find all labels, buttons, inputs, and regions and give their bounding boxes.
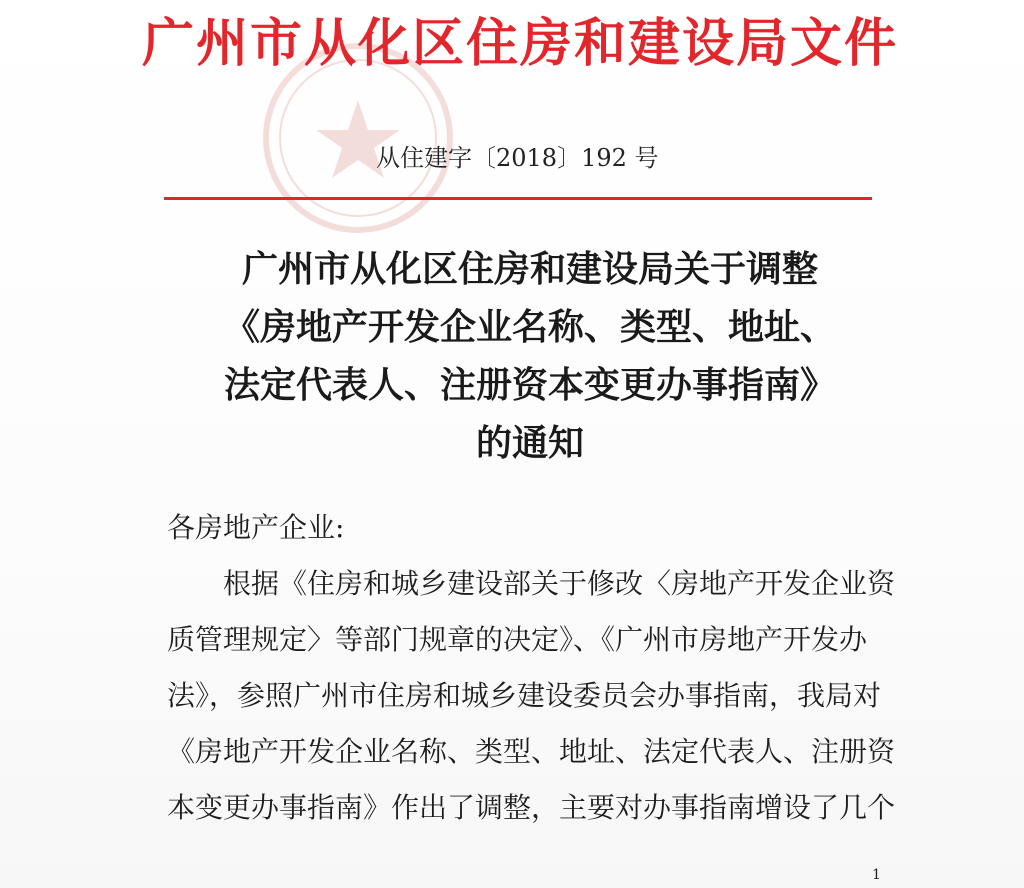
red-divider [164,197,872,200]
notice-title-line: 法定代表人、注册资本变更办事指南》 [223,364,836,406]
document-number: 从住建字〔2018〕192 号 [376,144,659,172]
body-line: 《房地产开发企业名称、类型、地址、法定代表人、注册资 [167,735,896,768]
notice-title-line: 广州市从化区住房和建设局关于调整 [241,248,818,290]
salutation: 各房地产企业: [167,511,345,544]
body-line: 根据《住房和城乡建设部关于修改〈房地产开发企业资 [223,567,896,600]
notice-title-line: 的通知 [475,422,584,464]
page-number: 1 [872,867,881,883]
agency-title: 广州市从化区住房和建设局文件 [141,13,898,74]
notice-title [120,240,940,472]
notice-title-line: 《房地产开发企业名称、类型、地址、 [223,306,836,348]
body-line: 法》，参照广州市住房和城乡建设委员会办事指南，我局对 [167,679,882,712]
body-line: 本变更办事指南》作出了调整，主要对办事指南增设了几个 [167,791,896,824]
body-line: 质管理规定〉等部门规章的决定》、《广州市房地产开发办 [167,623,868,656]
body-paragraph [167,556,896,836]
